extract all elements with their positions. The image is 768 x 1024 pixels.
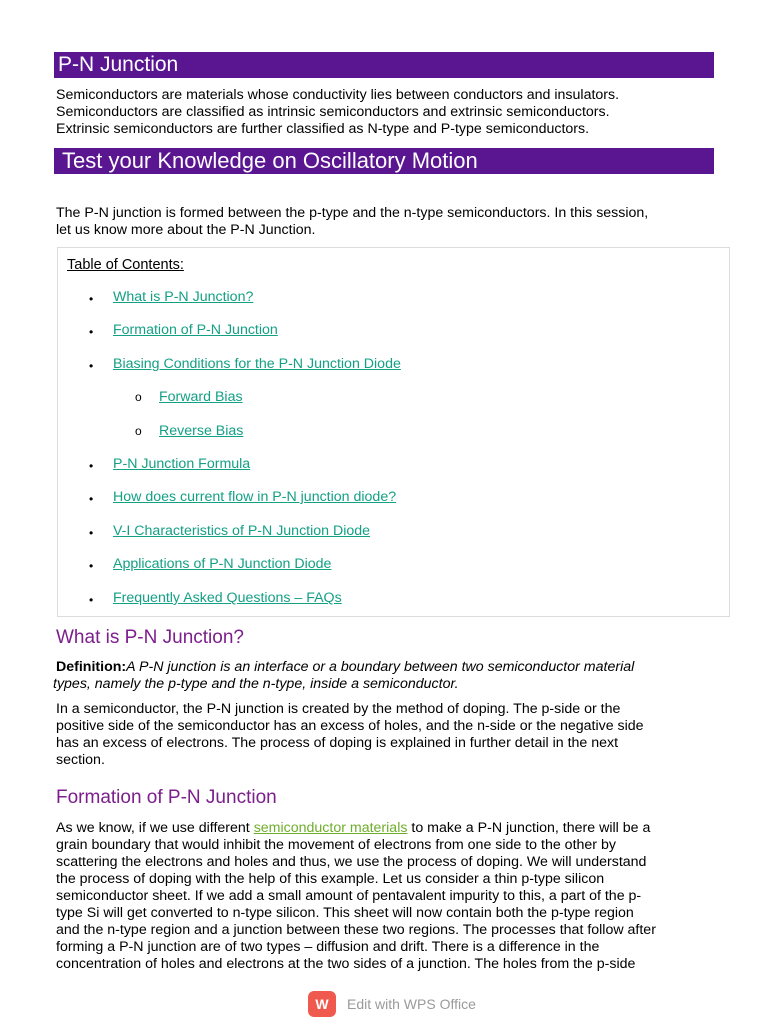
section1-paragraph bbox=[56, 701, 726, 769]
paragraph-line: positive side of the semiconductor has an excess of holes, and the n-side or the negative side bbox=[56, 718, 644, 734]
toc-link-forward-bias[interactable]: Forward Bias bbox=[159, 389, 243, 405]
toc-link-formation[interactable]: Formation of P-N Junction bbox=[113, 322, 278, 338]
paragraph-line: type Si will get converted to n-type silicon. This sheet will now contain both the p-type region bbox=[56, 905, 634, 921]
bullet-icon: • bbox=[89, 593, 94, 607]
edit-with-wps-label: Edit with WPS Office bbox=[347, 996, 476, 1012]
toc-link-current-flow[interactable]: How does current flow in P-N junction diode? bbox=[113, 489, 397, 505]
bullet-icon: • bbox=[89, 359, 94, 373]
table-of-contents bbox=[57, 247, 730, 617]
lead-line: The P-N junction is formed between the p-type and the n-type semiconductors. In this session, bbox=[56, 205, 649, 221]
sub-bullet-icon: o bbox=[135, 390, 142, 404]
toc-item[interactable] bbox=[113, 556, 331, 573]
toc-item[interactable] bbox=[113, 356, 401, 373]
sub-bullet-icon: o bbox=[135, 424, 142, 438]
semiconductor-materials-link[interactable]: semiconductor materials bbox=[253, 820, 408, 836]
toc-item[interactable] bbox=[113, 489, 396, 506]
quiz-banner[interactable] bbox=[54, 148, 714, 174]
intro-line: Semiconductors are materials whose conductivity lies between conductors and insulators. bbox=[56, 87, 620, 103]
intro-line: Extrinsic semiconductors are further classified as N-type and P-type semiconductors. bbox=[56, 121, 590, 137]
bullet-icon: • bbox=[89, 559, 94, 573]
quiz-title: Test your Knowledge on Oscillatory Motion bbox=[62, 148, 478, 173]
section-heading-formation: Formation of P-N Junction bbox=[56, 787, 277, 808]
paragraph-line: the process of doping with the help of this example. Let us consider a thin p-type silicon bbox=[56, 871, 605, 887]
paragraph-line: grain boundary that would inhibit the movement of electrons from one side to the other by bbox=[56, 837, 616, 853]
toc-link-formula[interactable]: P-N Junction Formula bbox=[113, 456, 251, 472]
paragraph-line: semiconductor sheet. If we add a small amount of pentavalent impurity to this, a part of the p- bbox=[56, 888, 642, 904]
definition-text: types, namely the p-type and the n-type, inside a semiconductor. bbox=[53, 676, 459, 692]
intro-line: Semiconductors are classified as intrinsic semiconductors and extrinsic semiconductors. bbox=[56, 104, 610, 120]
paragraph-line: concentration of holes and electrons at the two sides of a junction. The holes from the p-side bbox=[56, 956, 636, 972]
toc-item[interactable] bbox=[113, 456, 250, 473]
toc-link-vi-characteristics[interactable]: V-I Characteristics of P-N Junction Diode bbox=[113, 523, 371, 539]
paragraph-text: As we know, if we use different bbox=[56, 820, 254, 836]
intro-paragraph bbox=[56, 87, 726, 138]
paragraph-text: to make a P-N junction, there will be a bbox=[407, 820, 651, 836]
wps-logo-icon: W bbox=[308, 991, 336, 1017]
paragraph-line: and the n-type region and a junction between these two regions. The processes that follow after bbox=[56, 922, 656, 938]
bullet-icon: • bbox=[89, 292, 94, 306]
toc-link-reverse-bias[interactable]: Reverse Bias bbox=[159, 423, 244, 439]
toc-subitem[interactable] bbox=[159, 389, 243, 406]
lead-line: let us know more about the P-N Junction. bbox=[56, 222, 316, 238]
paragraph-line: has an excess of electrons. The process of doping is explained in further detail in the next bbox=[56, 735, 619, 751]
toc-link-biasing-conditions[interactable]: Biasing Conditions for the P-N Junction Diode bbox=[113, 356, 401, 372]
definition-block bbox=[53, 659, 726, 693]
toc-subitem[interactable] bbox=[159, 423, 243, 440]
title-bar bbox=[54, 52, 714, 78]
paragraph-line: section. bbox=[56, 752, 105, 768]
toc-item[interactable] bbox=[113, 590, 342, 607]
toc-item[interactable] bbox=[113, 322, 278, 339]
paragraph-line: forming a P-N junction are of two types – diffusion and drift. There is a difference in the bbox=[56, 939, 600, 955]
definition-text: A P-N junction is an interface or a boundary between two semiconductor material bbox=[126, 659, 635, 675]
toc-title: Table of Contents: bbox=[67, 257, 184, 273]
definition-label: Definition: bbox=[56, 659, 127, 675]
toc-link-what-is-pn-junction[interactable]: What is P-N Junction? bbox=[113, 289, 254, 305]
toc-link-applications[interactable]: Applications of P-N Junction Diode bbox=[113, 556, 332, 572]
paragraph-line: In a semiconductor, the P-N junction is created by the method of doping. The p-side or the bbox=[56, 701, 621, 717]
toc-link-faqs[interactable]: Frequently Asked Questions – FAQs bbox=[113, 590, 342, 606]
bullet-icon: • bbox=[89, 526, 94, 540]
bullet-icon: • bbox=[89, 492, 94, 506]
wps-footer[interactable] bbox=[308, 990, 476, 1018]
bullet-icon: • bbox=[89, 325, 94, 339]
toc-item[interactable] bbox=[113, 289, 253, 306]
toc-item[interactable] bbox=[113, 523, 370, 540]
lead-paragraph bbox=[56, 205, 726, 239]
paragraph-line: scattering the electrons and holes and thus, we use the process of doping. We will understand bbox=[56, 854, 647, 870]
bullet-icon: • bbox=[89, 459, 94, 473]
section2-paragraph bbox=[56, 820, 726, 973]
section-heading-what-is-pn: What is P-N Junction? bbox=[56, 627, 244, 648]
page-title: P-N Junction bbox=[58, 53, 179, 76]
